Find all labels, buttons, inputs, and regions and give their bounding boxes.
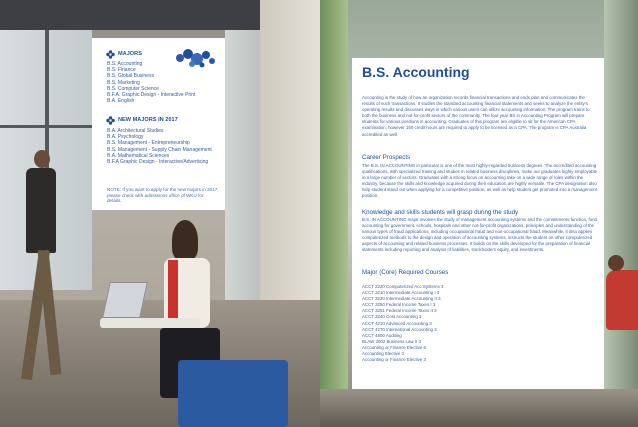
- page-title: B.S. Accounting: [362, 64, 470, 80]
- major-item: B.F.A. Graphic Design - Interactive Print: [107, 92, 196, 99]
- course-item: Accounting Elective 3: [362, 351, 404, 357]
- course-item: ACCT 3251 Federal Income Taxes II 3: [362, 308, 437, 314]
- majors-heading: [106, 50, 142, 59]
- accounting-panel: [352, 58, 604, 389]
- majors-box: [92, 38, 225, 210]
- major-item: B.A. English: [107, 98, 135, 105]
- majors-list: [107, 61, 195, 104]
- major-item: B.S. Global Business: [107, 73, 154, 80]
- major-item: B.S. Computer Science: [107, 85, 159, 92]
- laptop: [102, 282, 148, 318]
- knowledge-heading: Knowledge and skills students will grasp during the study: [362, 209, 519, 216]
- flower-icon: [106, 116, 115, 125]
- major-item: B.S. Finance: [107, 67, 136, 74]
- new-major-item: B.A. Architectural Studies: [107, 128, 164, 134]
- course-item: ACCT 3240 Cost Accounting 3: [362, 314, 422, 320]
- student-walking: [22, 150, 62, 380]
- new-major-item: B.A. Mathematical Sciences: [107, 152, 170, 159]
- major-item: B.S. Accounting: [107, 61, 143, 67]
- new-major-item: B.F.A Graphic Design - Interactive/Advertising: [107, 159, 209, 166]
- course-item: BLAW 3002 Business Law II 3: [362, 338, 421, 344]
- new-majors-list: [107, 128, 212, 165]
- major-item: B.S. Marketing: [107, 79, 140, 86]
- new-majors-heading-label: NEW MAJORS IN 2017: [118, 117, 178, 124]
- course-item: Accounting or Finance Elective 3: [362, 357, 426, 363]
- course-item: ACCT 4210 Advanced Accounting 3: [362, 320, 432, 326]
- course-item: Accounting or Finance Elective 6: [362, 344, 426, 350]
- course-item: ACCT 3220 Intermediate Accounting II 3: [362, 296, 441, 302]
- new-major-item: B.A. Psychology: [107, 134, 144, 141]
- courses-heading: Major (Core) Required Courses: [362, 269, 449, 276]
- career-heading: Career Prospects: [362, 154, 411, 161]
- admissions-note: NOTE: If you want to apply for the new majors in 2017, please check with admissions office of WKU for details.: [107, 187, 219, 204]
- courses-list: [362, 284, 443, 363]
- course-item: ACCT 2220 Computerized Acc Systems 3: [362, 284, 444, 289]
- intro-paragraph: Accounting is the study of how an organization records financial transactions and ends plan and communicates the results of such transactions. It studies the standard accounting financial statements and seeks to analyze the entity's operating results and discusses ways in which various users can utilize accounting information. The program trains to both the business and not-for-profit sectors of the community. The four year BS in Accounting Program will prepare students for various positions in accounting. Graduates of this program are eligible to sit for the American CPA examination, however 150 credit hours are required to apply to be licensed as a CPA. The program is CPA Australia accredited as well.: [362, 95, 590, 137]
- new-major-item: B.S. Management - Entrepreneurship: [107, 140, 190, 147]
- new-majors-heading: [106, 116, 178, 125]
- course-item: ACCT 4800 Auditing: [362, 332, 402, 338]
- knowledge-paragraph: B.S. IN ACCOUNTING major involves the study of management accounting systems and the commitments function, fund accounting for government, schools, hospitals and other not-for-profit organizations, principles and understanding of the various types of fraud applications, including occupational fraud and non-occupational fraud. Meanwhile, it also applies computerized methods to the design and operation of accounting systems, instructs the student on other computerized aspects of accounting and related business processes. It builds on the skills developed for the preparation of financial statements including reporting and analysis of liabilities, stockholders equity, and investments.: [362, 217, 597, 253]
- career-paragraph: The B.S. IN ACCOUNTING in particular is one of the most highly-regarded business degrees. The accredited accounting qualifications, with specialized training and studies in related business disciplines, make our graduates highly employable in a large number of sectors. Graduates with a strong focus on accounting take on a wide range of roles within the industry, because the skills and knowledge acquired during their education are highly versatile. The CPA designation also help student stand out when applying for a competitive position, as well as help student get promoted into a management position.: [362, 163, 598, 199]
- new-major-item: B.S. Management - Supply Chain Management: [107, 146, 212, 153]
- course-item: ACCT 3210 Intermediate Accounting I 3: [362, 290, 440, 296]
- majors-heading-label: MAJORS: [118, 51, 142, 58]
- course-item: ACCT 3250 Federal Income Taxes I 3: [362, 302, 436, 308]
- course-item: ACCT 4270 International Accounting 3: [362, 326, 437, 332]
- flower-icon: [106, 50, 115, 59]
